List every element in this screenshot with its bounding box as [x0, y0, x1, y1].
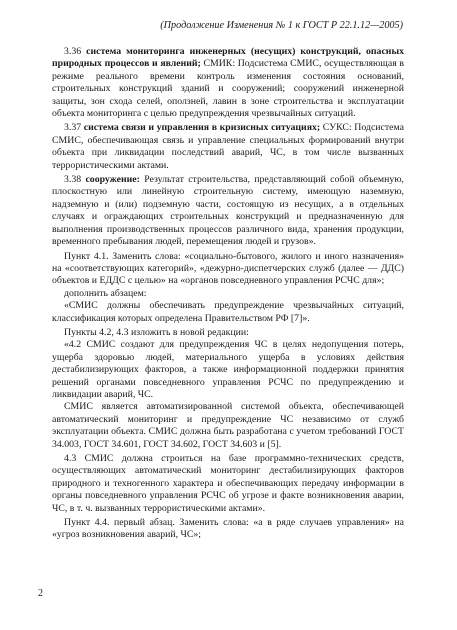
amendment-4-4: Пункт 4.4. первый абзац. Заменить слова: «а в ряде случаев управления» на «угроз возникновения аварий, ЧС»; — [52, 517, 404, 541]
definition-text: Результат строительства, представляющий собой объемную, плоскостную или линейную строительную систему, имеющую наземную, надземную и (или) подземную части, состоящую из несущих, а в отдельных случаях и ограждающих строительных конструкций и предназначенную для выполнения производственных процессов различного вида, хранения продукции, временного пребывания людей, перемещения людей и грузов». — [52, 174, 405, 248]
amendment-4-1: Пункт 4.1. Заменить слова: «социально-бытового, жилого и иного назначения» на «соответствующих категорий», «дежурно-диспетчерских служб (далее — ДДС) объектов и ЕДДС с целью» на «органов повседневного управления РСЧС для»; — [52, 250, 404, 287]
definition-text: СУКС: Подсистема СМИС, обеспечивающая связь и управление специальных формирований внутри объекта при ликвидации последствий аварий, ЧС, в том числе вызванных террористическими актами. — [52, 122, 404, 171]
page-number: 2 — [38, 588, 43, 599]
definition-3-37 — [52, 122, 404, 172]
amendment-4-2-4-3: Пункты 4.2, 4.3 изложить в новой редакции: — [64, 326, 249, 338]
document-body — [52, 44, 404, 542]
clause-4-2-cont: СМИС является автоматизированной системой объекта, обеспечивающей автоматический мониторинг и предупреждение ЧС независимо от служб эксплуатации объекта. СМИС должна быть разработана с учетом требований ГОСТ 34.003, ГОСТ 34.601, ГОСТ 34.602, ГОСТ 34.603 и [5]. — [52, 401, 404, 450]
clause-number: 3.36 — [64, 46, 87, 57]
running-header: (Продолжение Изменения № 1 к ГОСТ Р 22.1.12—2005) — [160, 20, 403, 31]
clause-number: 3.37 — [64, 122, 84, 134]
defined-term: сооружение: — [85, 174, 140, 186]
definition-3-38 — [52, 174, 404, 248]
amendment-add-paragraph: дополнить абзацем: — [64, 287, 147, 299]
clause-number: 3.38 — [64, 174, 86, 186]
defined-term: система мониторинга инженерных (несущих) конструкций, опасных природных процессов и явлений; — [52, 46, 404, 70]
definition-3-36 — [52, 46, 404, 120]
definition-text: СМИК: Подсистема СМИС, осуществляющая в режиме реального времени контроль изменения состояния оснований, строительных конструкций зданий и сооружений; сооружений инженерной защиты, зон схода селей, оползней, лавин в зоне строительства и эксплуатации объекта мониторинга с целью предупреждения чрезвычайных ситуаций. — [52, 58, 404, 120]
clause-4-2: «4.2 СМИС создают для предупреждения ЧС в целях недопущения потерь, ущерба здоровью людей, материального ущерба в условиях действия дестабилизирующих факторов, а также информационной поддержки принятия решений органами повседневного управления РСЧС по предупреждению и ликвидации аварий, ЧС. — [52, 339, 404, 400]
amendment-quote-smis: «СМИС должны обеспечивать предупреждение чрезвычайных ситуаций, классификация которых определена Правительством РФ [7]». — [52, 300, 404, 324]
defined-term: система связи и управления в кризисных ситуациях; — [83, 122, 321, 134]
clause-4-3: 4.3 СМИС должна строиться на базе программно-технических средств, осуществляющих автоматический мониторинг дестабилизирующих факторов природного и техногенного характера и обеспечивающих передачу информации в органы повседневного управления РСЧС об угрозе и факте возникновения аварии, ЧС, в т. ч. вызванных террористическими актами». — [52, 453, 404, 514]
